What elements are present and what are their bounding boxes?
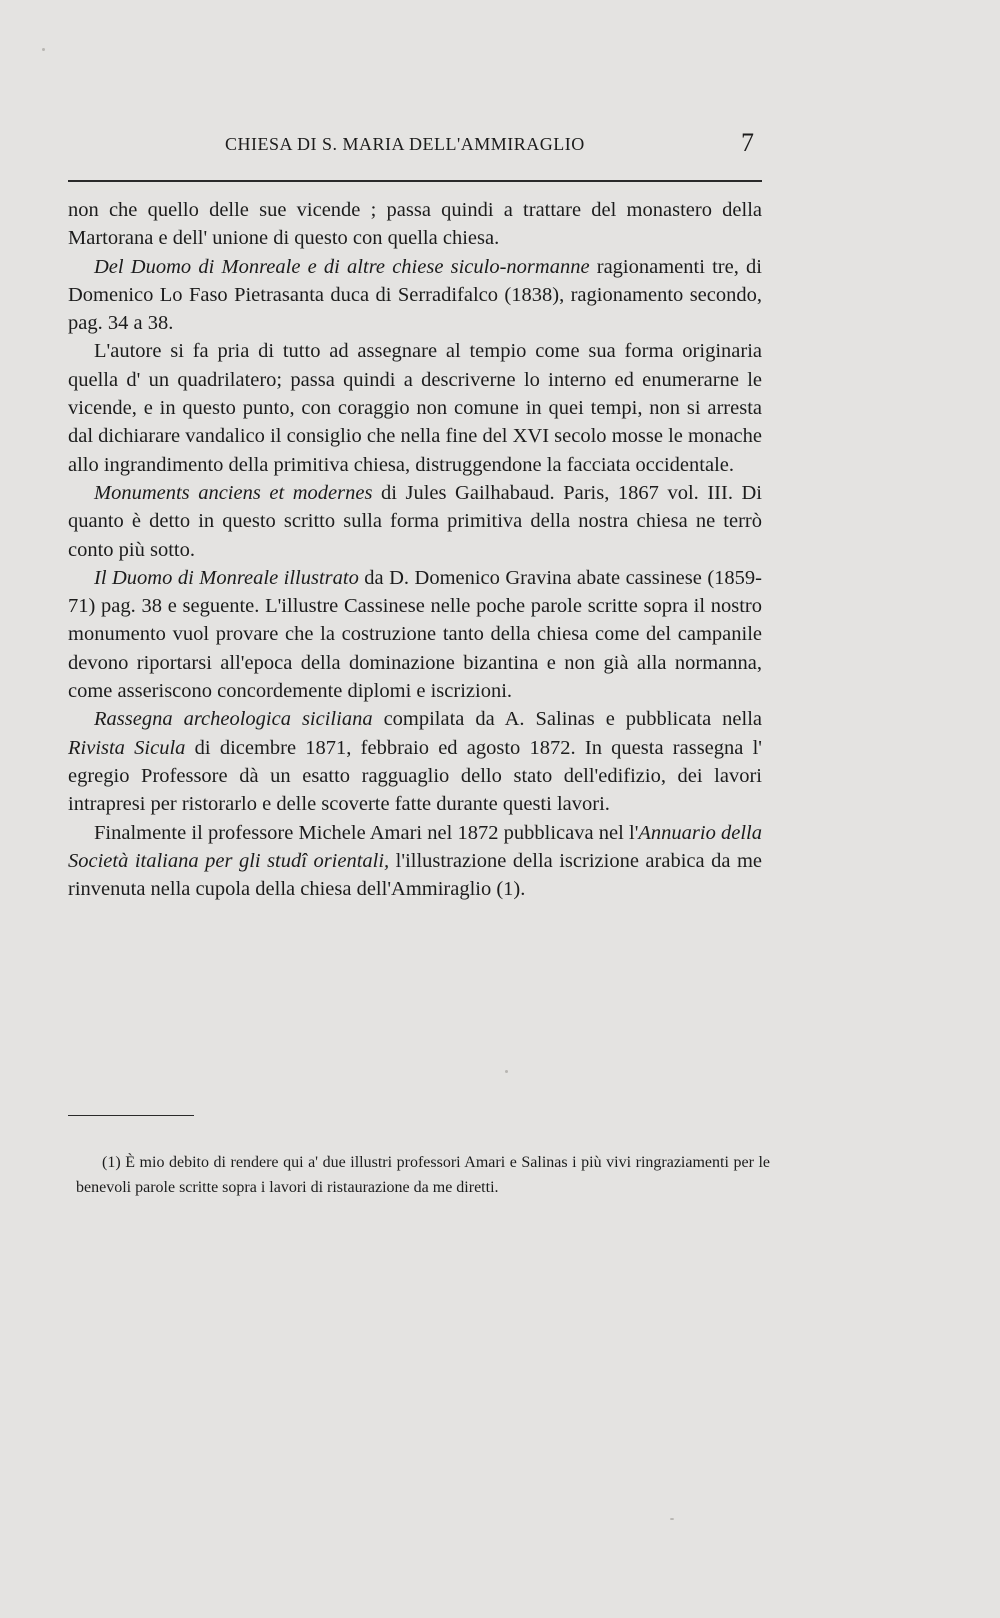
footnote: (1) È mio debito di rendere qui a' due illustri professori Amari e Salinas i più vivi ringraziamenti per le benevoli parole scritte sopra i lavori di ristaurazione da me diretti. [76, 1154, 770, 1196]
paragraph: Rassegna archeologica siciliana compilata da A. Salinas e pubblicata nella Rivista Sicula di dicembre 1871, febbraio ed agosto 1872. In questa rassegna l' egregio Professore dà un esatto ragguaglio dello stato dell'edifizio, dei lavori intrapresi per ristorarlo e delle scoverte fatte durante questi lavori. [68, 708, 763, 816]
journal-title: Annuario della Società italiana per gli studî orientali, [68, 821, 762, 872]
footnote-rule [68, 1115, 194, 1116]
paper-speck [42, 48, 45, 51]
header-rule [68, 180, 762, 182]
paragraph: Finalmente il professore Michele Amari nel 1872 pubblicava nel l'Annuario della Società italiana per gli studî orientali, l'illustrazione della iscrizione arabica da me rinvenuta nella cupola della chiesa dell'Ammiraglio (1). [68, 821, 762, 901]
paragraph: non che quello delle sue vicende ; passa quindi a trattare del monastero della Martorana e dell' unione di questo con quella chiesa. [68, 199, 762, 250]
paragraph: Del Duomo di Monreale e di altre chiese siculo-normanne ragionamenti tre, di Domenico Lo Faso Pietrasanta duca di Serradifalco (1838), ragionamento secondo, pag. 34 a 38. [68, 255, 762, 335]
paragraph: L'autore si fa pria di tutto ad assegnare al tempio come sua forma originaria quella d' un quadrilatero; passa quindi a descriverne lo interno ed enumerarne le vicende, e in questo punto, con coraggio non comune in quei tempi, non si arresta dal dichiarare vandalico il consiglio che nella fine del XVI secolo mosse le monache allo ingrandimento della primitiva chiesa, distruggendone la facciata occidentale. [68, 340, 762, 476]
book-title: Monuments anciens et modernes [94, 481, 373, 504]
page-number: 7 [741, 128, 754, 157]
paper-speck [670, 1518, 674, 1520]
journal-title: Rivista Sicula [68, 736, 186, 759]
book-title: Il Duomo di Monreale illustrato [94, 566, 359, 589]
paragraph: Il Duomo di Monreale illustrato da D. Domenico Gravina abate cassinese (1859-71) pag. 38 e seguente. L'illustre Cassinese nelle poche parole scritte sopra il nostro monumento vuol provare che la costruzione tanto della chiesa come del campanile devono riportarsi all'epoca della dominazione bizantina e non già alla normanna, come asseriscono concordemente diplomi e iscrizioni. [68, 566, 762, 703]
book-title: Rassegna archeologica siciliana [94, 708, 373, 731]
book-title: Del Duomo di Monreale e di altre chiese siculo-normanne [94, 255, 590, 278]
running-head [70, 130, 760, 162]
running-title: CHIESA DI S. MARIA DELL'AMMIRAGLIO [225, 134, 585, 154]
paragraph: Monuments anciens et modernes di Jules Gailhabaud. Paris, 1867 vol. III. Di quanto è detto in questo scritto sulla forma primitiva della nostra chiesa ne terrò conto più sotto. [68, 481, 762, 561]
body-text [68, 196, 762, 903]
paper-speck [505, 1070, 508, 1073]
